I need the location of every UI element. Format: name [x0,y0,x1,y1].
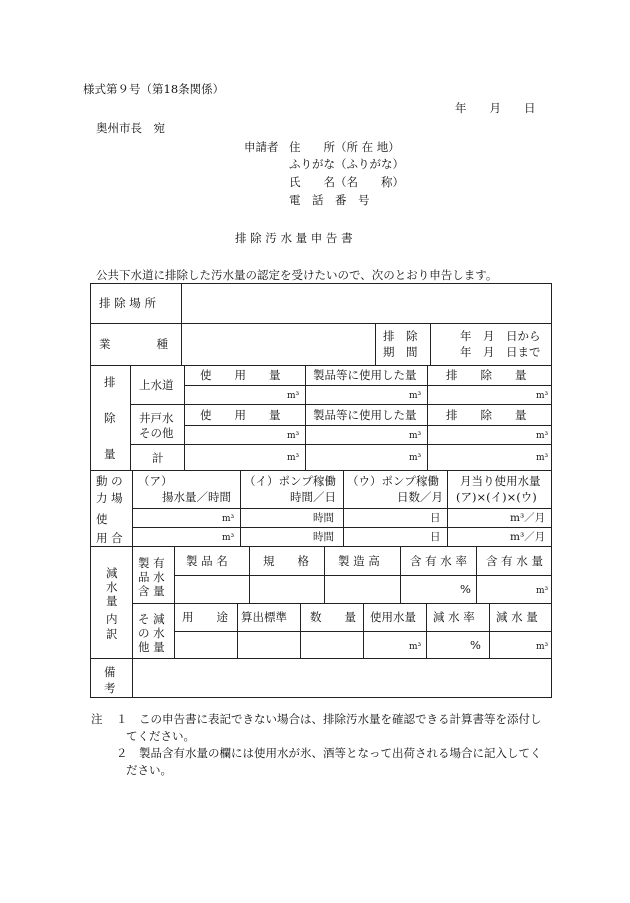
discharge-header-1: 排 除 量 [446,368,527,382]
total-label: 計 [152,451,164,465]
well-label-2: その他 [139,426,174,440]
period-label-2: 期 間 [383,345,418,359]
reduction-amount-header: 減 水 量 [496,610,538,624]
purpose-header: 用 途 [182,610,228,624]
intro-text: 公共下水道に排除した汚水量の認定を受けたいので、次のとおり申告します。 [96,268,498,282]
other-2: の 水 [138,626,165,640]
product-water-1: 製 有 [138,556,165,570]
other-1: そ 減 [138,612,165,626]
reduction-char-4: 内 [106,612,118,626]
per-month-unit: m³／月 [510,512,546,524]
note-1-number: １ [116,712,128,726]
i-sub-label: 時間／日 [290,490,336,504]
power-label-4: 用 合 [96,531,123,545]
percent-unit: % [460,582,471,596]
usage-header-2: 使 用 量 [200,408,281,422]
percent-unit: % [470,638,481,652]
m3-unit: m³ [287,391,300,401]
use-water-header: 使用水量 [370,610,416,624]
reduction-char-2: 水 [106,580,118,594]
m3-unit: m³ [536,431,549,441]
i-label: （イ）ポンプ稼働 [244,474,336,488]
water-supply-label: 上水道 [139,378,174,392]
applicant-label: 申請者 [244,140,279,154]
product-use-header-1: 製品等に使用した量 [313,368,417,382]
power-label-1: 動 の [96,474,123,488]
m3-unit: m³ [409,453,422,463]
usage-header-1: 使 用 量 [200,368,281,382]
note-2-line-2: ださい。 [126,763,172,777]
water-rate-header: 含 有 水 率 [410,554,467,568]
address-label: 住 所（所 在 地） [289,140,400,154]
m3-unit: m³ [536,642,549,652]
monthly-formula: (ア)×(イ)×(ウ) [456,490,537,504]
m3-unit: m³ [536,453,549,463]
m3-unit: m³ [536,586,549,596]
product-name-header: 製 品 名 [186,554,228,568]
production-header: 製 造 高 [338,554,380,568]
quantity-header: 数 量 [310,610,356,624]
notes-label: 注 [91,712,103,726]
product-water-3: 含 量 [138,584,165,598]
location-label: 排 除 場 所 [99,296,156,310]
furigana-label: ふりがな（ふりがな） [289,157,404,171]
m3-unit: m³ [409,431,422,441]
hours-unit: 時間 [313,512,334,524]
water-content-header: 含 有 水 量 [486,554,543,568]
a-label: （ア） [138,474,173,488]
product-use-header-2: 製品等に使用した量 [313,408,417,422]
discharge-header-2: 排 除 量 [446,408,527,422]
reduction-char-5: 訳 [106,627,118,641]
spec-header: 規 格 [263,554,309,568]
u-label: （ウ）ポンプ稼働 [347,474,439,488]
power-label-3: 使 [96,512,108,526]
calc-basis-header: 算出標準 [241,610,287,624]
note-2-number: ２ [116,746,128,760]
hours-unit: 時間 [313,531,334,543]
product-water-2: 品 水 [138,570,165,584]
remarks-char-1: 備 [104,665,116,679]
period-from: 年 月 日から [460,329,541,343]
date-line: 年 月 日 [455,101,536,115]
addressee: 奥州市長 宛 [96,121,165,135]
discharge-char-1: 排 [104,375,116,389]
m3-unit: m³ [287,453,300,463]
note-2-line-1: 製品含有水量の欄には使用水が氷、酒等となって出荷される場合に記入してく [139,746,542,760]
a-sub-label: 揚水量／時間 [162,490,231,504]
other-3: 他 量 [138,640,165,654]
m3-unit: m³ [287,431,300,441]
m3-unit: m³ [409,642,422,652]
form-number: 様式第９号（第18条関係） [83,82,225,96]
note-1-line-1: この申告書に表記できない場合は、排除汚水量を確認できる計算書等を添付し [139,712,542,726]
discharge-char-3: 量 [104,447,116,461]
per-month-unit: m³／月 [510,531,546,543]
u-sub-label: 日数／月 [397,490,443,504]
reduction-char-3: 量 [106,594,118,608]
page-title: 排 除 汚 水 量 申 告 書 [235,231,353,245]
note-1-line-2: てください。 [126,729,195,743]
reduction-char-1: 減 [106,566,118,580]
day-unit: 日 [430,512,441,524]
well-label-1: 井戸水 [139,411,174,425]
m3-unit: m³ [536,391,549,401]
m3-unit: m³ [409,391,422,401]
reduction-rate-header: 減 水 率 [433,610,475,624]
day-unit: 日 [430,531,441,543]
m3-unit: m³ [222,514,235,524]
period-to: 年 月 日まで [460,345,541,359]
monthly-label: 月当り使用水量 [460,474,541,488]
discharge-char-2: 除 [104,411,116,425]
phone-label: 電 話 番 号 [289,193,370,207]
m3-unit: m³ [222,533,235,543]
name-label: 氏 名（名 称） [289,175,404,189]
period-label-1: 排 除 [383,329,418,343]
power-label-2: 力 場 [96,491,123,505]
remarks-char-2: 考 [104,681,116,695]
industry-label: 業 種 [99,337,168,351]
